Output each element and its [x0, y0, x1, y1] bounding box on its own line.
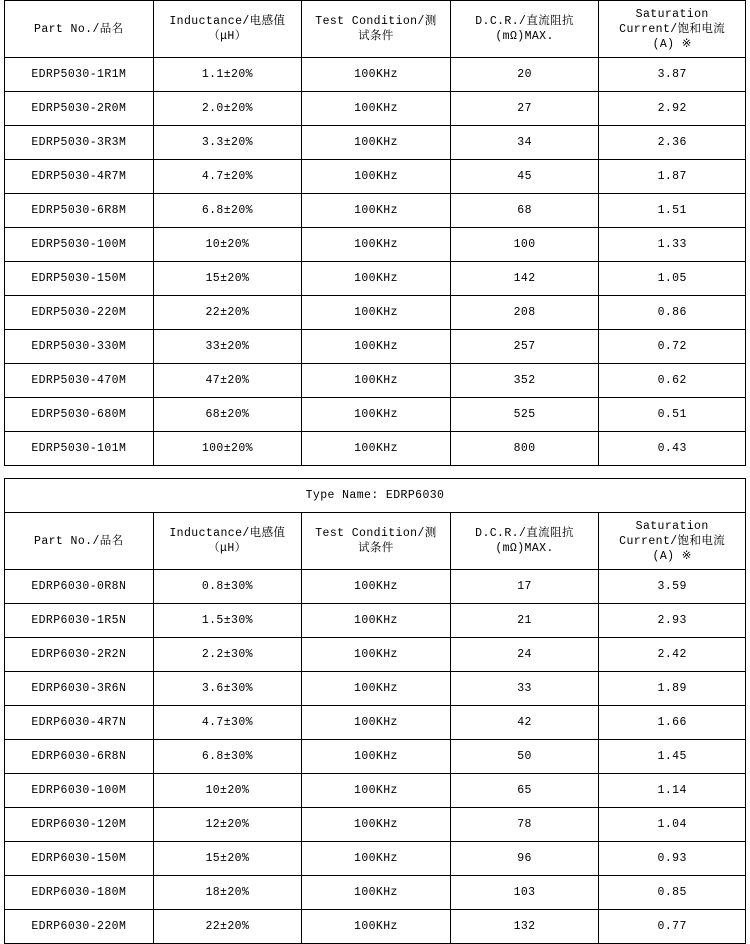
column-header-line: Part No./品名 — [34, 22, 124, 36]
cell-sat: 1.45 — [599, 740, 746, 774]
cell-ind: 12±20% — [153, 808, 302, 842]
column-header-line: Saturation — [635, 7, 709, 21]
cell-cond: 100KHz — [302, 876, 451, 910]
cell-ind: 3.6±30% — [153, 672, 302, 706]
cell-cond: 100KHz — [302, 58, 451, 92]
cell-ind: 15±20% — [153, 842, 302, 876]
cell-dcr: 100 — [450, 228, 599, 262]
cell-part: EDRP6030-150M — [5, 842, 154, 876]
cell-sat: 1.87 — [599, 160, 746, 194]
cell-dcr: 33 — [450, 672, 599, 706]
cell-ind: 4.7±30% — [153, 706, 302, 740]
column-header-ind — [153, 513, 302, 570]
column-header-line: （μH） — [208, 542, 247, 555]
cell-sat: 1.89 — [599, 672, 746, 706]
cell-part: EDRP6030-2R2N — [5, 638, 154, 672]
table-row — [5, 740, 746, 774]
cell-sat: 1.51 — [599, 194, 746, 228]
cell-cond: 100KHz — [302, 432, 451, 466]
cell-dcr: 65 — [450, 774, 599, 808]
cell-part: EDRP5030-220M — [5, 296, 154, 330]
cell-ind: 10±20% — [153, 774, 302, 808]
cell-part: EDRP6030-180M — [5, 876, 154, 910]
table-title: Type Name: EDRP6030 — [5, 479, 746, 513]
column-header-line: D.C.R./直流阻抗 — [475, 15, 574, 28]
table-row — [5, 160, 746, 194]
cell-dcr: 24 — [450, 638, 599, 672]
cell-cond: 100KHz — [302, 262, 451, 296]
column-header-line: Current/饱和电流 — [619, 22, 726, 36]
cell-dcr: 132 — [450, 910, 599, 944]
cell-cond: 100KHz — [302, 126, 451, 160]
column-header-line: Saturation — [635, 519, 709, 533]
cell-dcr: 27 — [450, 92, 599, 126]
cell-cond: 100KHz — [302, 570, 451, 604]
cell-cond: 100KHz — [302, 194, 451, 228]
column-header-line: Test Condition/测 — [315, 15, 437, 28]
column-header-line: 试条件 — [358, 30, 394, 43]
cell-dcr: 42 — [450, 706, 599, 740]
cell-sat: 0.85 — [599, 876, 746, 910]
table-header-row — [5, 1, 746, 58]
cell-sat: 0.77 — [599, 910, 746, 944]
cell-part: EDRP6030-4R7N — [5, 706, 154, 740]
cell-part: EDRP6030-1R5N — [5, 604, 154, 638]
cell-ind: 2.2±30% — [153, 638, 302, 672]
cell-dcr: 257 — [450, 330, 599, 364]
cell-part: EDRP5030-150M — [5, 262, 154, 296]
table-gap — [4, 466, 746, 478]
cell-dcr: 142 — [450, 262, 599, 296]
table-row — [5, 228, 746, 262]
cell-ind: 33±20% — [153, 330, 302, 364]
cell-cond: 100KHz — [302, 706, 451, 740]
cell-cond: 100KHz — [302, 92, 451, 126]
cell-sat: 2.92 — [599, 92, 746, 126]
cell-cond: 100KHz — [302, 228, 451, 262]
cell-ind: 6.8±20% — [153, 194, 302, 228]
cell-ind: 100±20% — [153, 432, 302, 466]
table-row — [5, 638, 746, 672]
cell-part: EDRP5030-680M — [5, 398, 154, 432]
cell-part: EDRP6030-6R8N — [5, 740, 154, 774]
cell-part: EDRP6030-100M — [5, 774, 154, 808]
cell-ind: 68±20% — [153, 398, 302, 432]
cell-sat: 1.04 — [599, 808, 746, 842]
column-header-line: （μH） — [208, 30, 247, 43]
table-header-row — [5, 513, 746, 570]
column-header-line: (A) ※ — [652, 549, 692, 563]
cell-ind: 22±20% — [153, 910, 302, 944]
cell-sat: 0.72 — [599, 330, 746, 364]
table-row — [5, 706, 746, 740]
cell-ind: 22±20% — [153, 296, 302, 330]
cell-ind: 18±20% — [153, 876, 302, 910]
cell-part: EDRP5030-100M — [5, 228, 154, 262]
column-header-cond — [302, 1, 451, 58]
cell-part: EDRP5030-6R8M — [5, 194, 154, 228]
spec-table-edrp5030 — [4, 0, 746, 466]
cell-dcr: 800 — [450, 432, 599, 466]
cell-sat: 3.59 — [599, 570, 746, 604]
cell-sat: 1.05 — [599, 262, 746, 296]
column-header-line: Inductance/电感值 — [169, 527, 286, 540]
cell-ind: 4.7±20% — [153, 160, 302, 194]
cell-part: EDRP5030-470M — [5, 364, 154, 398]
column-header-line: Part No./品名 — [34, 534, 124, 548]
cell-part: EDRP5030-330M — [5, 330, 154, 364]
table-row — [5, 296, 746, 330]
column-header-ind — [153, 1, 302, 58]
cell-dcr: 17 — [450, 570, 599, 604]
table-row — [5, 432, 746, 466]
table-row — [5, 194, 746, 228]
cell-cond: 100KHz — [302, 672, 451, 706]
table-row — [5, 570, 746, 604]
cell-cond: 100KHz — [302, 364, 451, 398]
table-row — [5, 398, 746, 432]
cell-dcr: 208 — [450, 296, 599, 330]
table-row — [5, 262, 746, 296]
cell-dcr: 525 — [450, 398, 599, 432]
column-header-sat — [599, 513, 746, 570]
cell-cond: 100KHz — [302, 740, 451, 774]
cell-dcr: 103 — [450, 876, 599, 910]
cell-part: EDRP5030-1R1M — [5, 58, 154, 92]
table-row — [5, 330, 746, 364]
column-header-part — [5, 1, 154, 58]
table-row — [5, 604, 746, 638]
cell-sat: 2.93 — [599, 604, 746, 638]
cell-dcr: 34 — [450, 126, 599, 160]
table-row — [5, 774, 746, 808]
cell-sat: 0.51 — [599, 398, 746, 432]
table-row — [5, 92, 746, 126]
cell-sat: 3.87 — [599, 58, 746, 92]
tables-container — [4, 0, 746, 944]
cell-sat: 0.93 — [599, 842, 746, 876]
cell-dcr: 20 — [450, 58, 599, 92]
column-header-line: D.C.R./直流阻抗 — [475, 527, 574, 540]
table-row — [5, 126, 746, 160]
cell-part: EDRP5030-4R7M — [5, 160, 154, 194]
cell-sat: 1.33 — [599, 228, 746, 262]
cell-ind: 6.8±30% — [153, 740, 302, 774]
table-row — [5, 842, 746, 876]
column-header-line: Inductance/电感值 — [169, 15, 286, 28]
table-row — [5, 58, 746, 92]
column-header-line: Current/饱和电流 — [619, 534, 726, 548]
cell-dcr: 96 — [450, 842, 599, 876]
cell-ind: 3.3±20% — [153, 126, 302, 160]
cell-cond: 100KHz — [302, 842, 451, 876]
cell-dcr: 68 — [450, 194, 599, 228]
cell-cond: 100KHz — [302, 330, 451, 364]
column-header-line: (mΩ)MAX. — [495, 30, 554, 43]
table-row — [5, 910, 746, 944]
cell-cond: 100KHz — [302, 604, 451, 638]
column-header-line: (A) ※ — [652, 37, 692, 51]
table-row — [5, 364, 746, 398]
cell-cond: 100KHz — [302, 296, 451, 330]
cell-dcr: 45 — [450, 160, 599, 194]
cell-dcr: 50 — [450, 740, 599, 774]
column-header-dcr — [450, 1, 599, 58]
cell-ind: 1.5±30% — [153, 604, 302, 638]
cell-cond: 100KHz — [302, 910, 451, 944]
cell-sat: 1.14 — [599, 774, 746, 808]
cell-ind: 2.0±20% — [153, 92, 302, 126]
cell-part: EDRP6030-0R8N — [5, 570, 154, 604]
cell-sat: 1.66 — [599, 706, 746, 740]
cell-cond: 100KHz — [302, 398, 451, 432]
table-title-row — [5, 479, 746, 513]
column-header-line: Test Condition/测 — [315, 527, 437, 540]
column-header-line: 试条件 — [358, 542, 394, 555]
cell-part: EDRP6030-120M — [5, 808, 154, 842]
table-row — [5, 672, 746, 706]
column-header-sat — [599, 1, 746, 58]
cell-part: EDRP5030-2R0M — [5, 92, 154, 126]
cell-ind: 10±20% — [153, 228, 302, 262]
column-header-cond — [302, 513, 451, 570]
cell-ind: 15±20% — [153, 262, 302, 296]
table-row — [5, 876, 746, 910]
column-header-dcr — [450, 513, 599, 570]
cell-dcr: 78 — [450, 808, 599, 842]
cell-part: EDRP5030-101M — [5, 432, 154, 466]
cell-sat: 0.43 — [599, 432, 746, 466]
cell-cond: 100KHz — [302, 638, 451, 672]
table-row — [5, 808, 746, 842]
cell-cond: 100KHz — [302, 774, 451, 808]
cell-sat: 0.86 — [599, 296, 746, 330]
cell-dcr: 352 — [450, 364, 599, 398]
cell-ind: 1.1±20% — [153, 58, 302, 92]
cell-part: EDRP6030-220M — [5, 910, 154, 944]
cell-cond: 100KHz — [302, 808, 451, 842]
cell-sat: 2.36 — [599, 126, 746, 160]
cell-ind: 47±20% — [153, 364, 302, 398]
column-header-line: (mΩ)MAX. — [495, 542, 554, 555]
cell-dcr: 21 — [450, 604, 599, 638]
cell-ind: 0.8±30% — [153, 570, 302, 604]
spec-table-edrp6030 — [4, 478, 746, 944]
column-header-part — [5, 513, 154, 570]
cell-cond: 100KHz — [302, 160, 451, 194]
cell-sat: 2.42 — [599, 638, 746, 672]
cell-part: EDRP5030-3R3M — [5, 126, 154, 160]
cell-sat: 0.62 — [599, 364, 746, 398]
cell-part: EDRP6030-3R6N — [5, 672, 154, 706]
